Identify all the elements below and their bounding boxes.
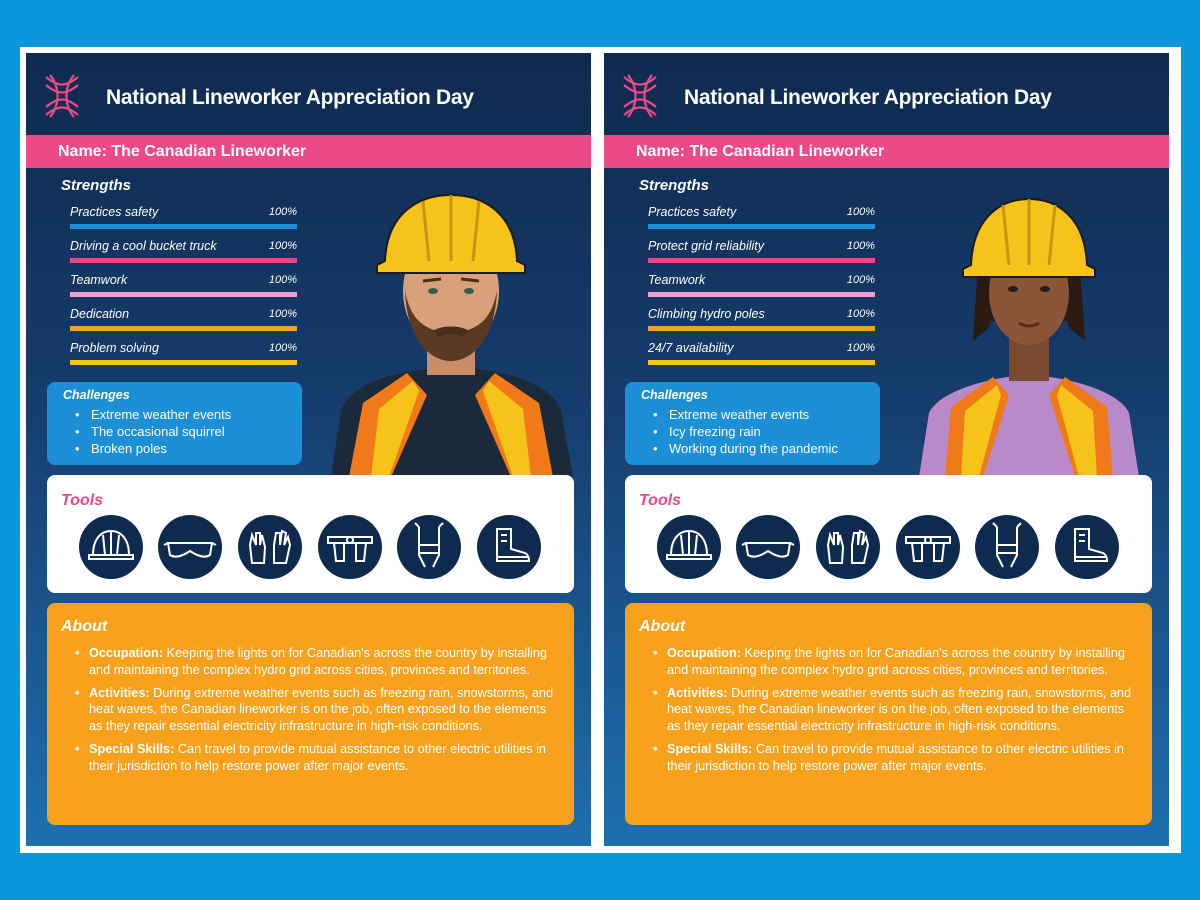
- tools-box: [625, 475, 1152, 593]
- tool-belt-icon: [896, 515, 960, 579]
- strength-bar: [648, 360, 875, 365]
- lineworker-name: Name: The Canadian Lineworker: [636, 143, 885, 160]
- tools-heading: Tools: [639, 492, 682, 509]
- about-text: Can travel to provide mutual assistance to other electric utilities in their jurisdiction to help restore power after major events.: [89, 741, 546, 773]
- strength-item: [648, 239, 875, 265]
- strength-track: [70, 292, 297, 297]
- strength-label: Driving a cool bucket truck: [70, 239, 217, 253]
- about-label: Occupation:: [89, 646, 164, 660]
- work-boot-icon: [1055, 515, 1119, 579]
- strengths-heading: Strengths: [61, 177, 132, 194]
- about-box: [47, 603, 574, 825]
- gloves-icon: [816, 515, 880, 579]
- challenge-item: • Icy freezing rain: [653, 423, 838, 440]
- about-label: Occupation:: [667, 646, 742, 660]
- strengths-heading: Strengths: [639, 177, 710, 194]
- strength-label: Teamwork: [648, 273, 706, 287]
- about-text: During extreme weather events such as freezing rain, snowstorms, and heat waves, the Canadian lineworker is on the job, often exposed to the elements as they repair essential electricity infrastructure in high-risk conditions.: [89, 685, 554, 734]
- tool-belt-icon: [318, 515, 382, 579]
- strength-percent: 100%: [846, 342, 875, 354]
- work-boot-icon: [477, 515, 541, 579]
- strength-item: [648, 205, 875, 231]
- logo-icon: [44, 73, 80, 119]
- challenge-item: • Broken poles: [75, 440, 231, 457]
- challenges-box: [47, 382, 302, 465]
- strength-bar: [70, 360, 297, 365]
- strength-label: Practices safety: [70, 205, 159, 219]
- strength-bar: [70, 258, 297, 263]
- strength-bar: [648, 292, 875, 297]
- strength-bar: [648, 258, 875, 263]
- about-item: [653, 685, 1131, 735]
- strength-item: [70, 307, 297, 333]
- safety-goggles-icon: [158, 515, 222, 579]
- strength-percent: 100%: [846, 308, 875, 320]
- lineworker-name: Name: The Canadian Lineworker: [58, 143, 307, 160]
- card-title: National Lineworker Appreciation Day: [106, 86, 474, 109]
- strength-track: [648, 326, 875, 331]
- strength-item: [648, 341, 875, 367]
- strength-track: [70, 224, 297, 229]
- strength-percent: 100%: [268, 206, 297, 218]
- challenge-item: • Working during the pandemic: [653, 440, 838, 457]
- about-heading: About: [61, 618, 108, 635]
- name-bar: [604, 135, 1169, 168]
- safety-goggles-icon: [736, 515, 800, 579]
- strength-label: Climbing hydro poles: [648, 307, 765, 321]
- strength-bar: [70, 224, 297, 229]
- logo-icon: [622, 73, 658, 119]
- challenge-item: • Extreme weather events: [75, 406, 231, 423]
- about-heading: About: [639, 618, 686, 635]
- male-lineworker-illustration: [311, 181, 591, 477]
- strength-track: [648, 360, 875, 365]
- about-item: [653, 645, 1131, 679]
- strength-track: [648, 292, 875, 297]
- about-label: Activities:: [667, 685, 728, 700]
- harness-icon: [975, 515, 1039, 579]
- challenges-box: [625, 382, 880, 465]
- about-text: Can travel to provide mutual assistance to other electric utilities in their jurisdiction to help restore power after major events.: [667, 741, 1124, 773]
- challenge-item: • Extreme weather events: [653, 406, 838, 423]
- strength-percent: 100%: [846, 274, 875, 286]
- strength-percent: 100%: [268, 240, 297, 252]
- strength-item: [70, 341, 297, 367]
- card-title: National Lineworker Appreciation Day: [684, 86, 1052, 109]
- about-label: Special Skills:: [89, 741, 175, 756]
- tools-heading: Tools: [61, 492, 104, 509]
- tools-box: [47, 475, 574, 593]
- strength-item: [648, 307, 875, 333]
- challenges-list: [75, 406, 231, 457]
- about-label: Special Skills:: [667, 741, 753, 756]
- strength-label: Teamwork: [70, 273, 128, 287]
- challenge-item: • The occasional squirrel: [75, 423, 231, 440]
- card-header: [604, 53, 1169, 135]
- strength-label: Problem solving: [70, 341, 159, 355]
- about-item: [75, 741, 553, 775]
- about-item: [75, 685, 553, 735]
- strength-bar: [648, 224, 875, 229]
- strength-percent: 100%: [268, 308, 297, 320]
- profile-card-right: [604, 53, 1169, 846]
- name-bar: [26, 135, 591, 168]
- about-text: Keeping the lights on for Canadian's across the country by installing and maintaining the complex hydro grid across cities, provinces and territories.: [667, 646, 1125, 677]
- harness-icon: [397, 515, 461, 579]
- strength-percent: 100%: [268, 274, 297, 286]
- strength-bar: [70, 326, 297, 331]
- gloves-icon: [238, 515, 302, 579]
- strength-item: [70, 205, 297, 231]
- about-item: [653, 741, 1131, 775]
- about-list: [653, 645, 1131, 781]
- about-box: [625, 603, 1152, 825]
- strength-percent: 100%: [268, 342, 297, 354]
- hard-hat-icon: [657, 515, 721, 579]
- challenges-heading: Challenges: [63, 388, 130, 402]
- female-lineworker-illustration: [889, 181, 1169, 477]
- strength-label: Practices safety: [648, 205, 737, 219]
- strength-percent: 100%: [846, 206, 875, 218]
- card-header: [26, 53, 591, 135]
- profile-card-left: [26, 53, 591, 846]
- strength-label: Dedication: [70, 307, 130, 321]
- strength-percent: 100%: [846, 240, 875, 252]
- strength-track: [648, 258, 875, 263]
- strength-item: [648, 273, 875, 299]
- about-label: Activities:: [89, 685, 150, 700]
- strength-track: [70, 360, 297, 365]
- strength-bar: [70, 292, 297, 297]
- about-text: During extreme weather events such as freezing rain, snowstorms, and heat waves, the Canadian lineworker is on the job, often exposed to the elements as they repair essential electricity infrastructure in high-risk conditions.: [667, 685, 1132, 734]
- about-text: Keeping the lights on for Canadian's across the country by installing and maintaining the complex hydro grid across cities, provinces and territories.: [89, 646, 547, 677]
- challenges-heading: Challenges: [641, 388, 708, 402]
- about-item: [75, 645, 553, 679]
- challenges-list: [653, 406, 838, 457]
- strength-track: [70, 326, 297, 331]
- strength-track: [648, 224, 875, 229]
- strength-label: Protect grid reliability: [648, 239, 765, 253]
- hard-hat-icon: [79, 515, 143, 579]
- strength-label: 24/7 availability: [648, 341, 734, 355]
- about-list: [75, 645, 553, 781]
- strength-item: [70, 239, 297, 265]
- strength-bar: [648, 326, 875, 331]
- strength-track: [70, 258, 297, 263]
- strength-item: [70, 273, 297, 299]
